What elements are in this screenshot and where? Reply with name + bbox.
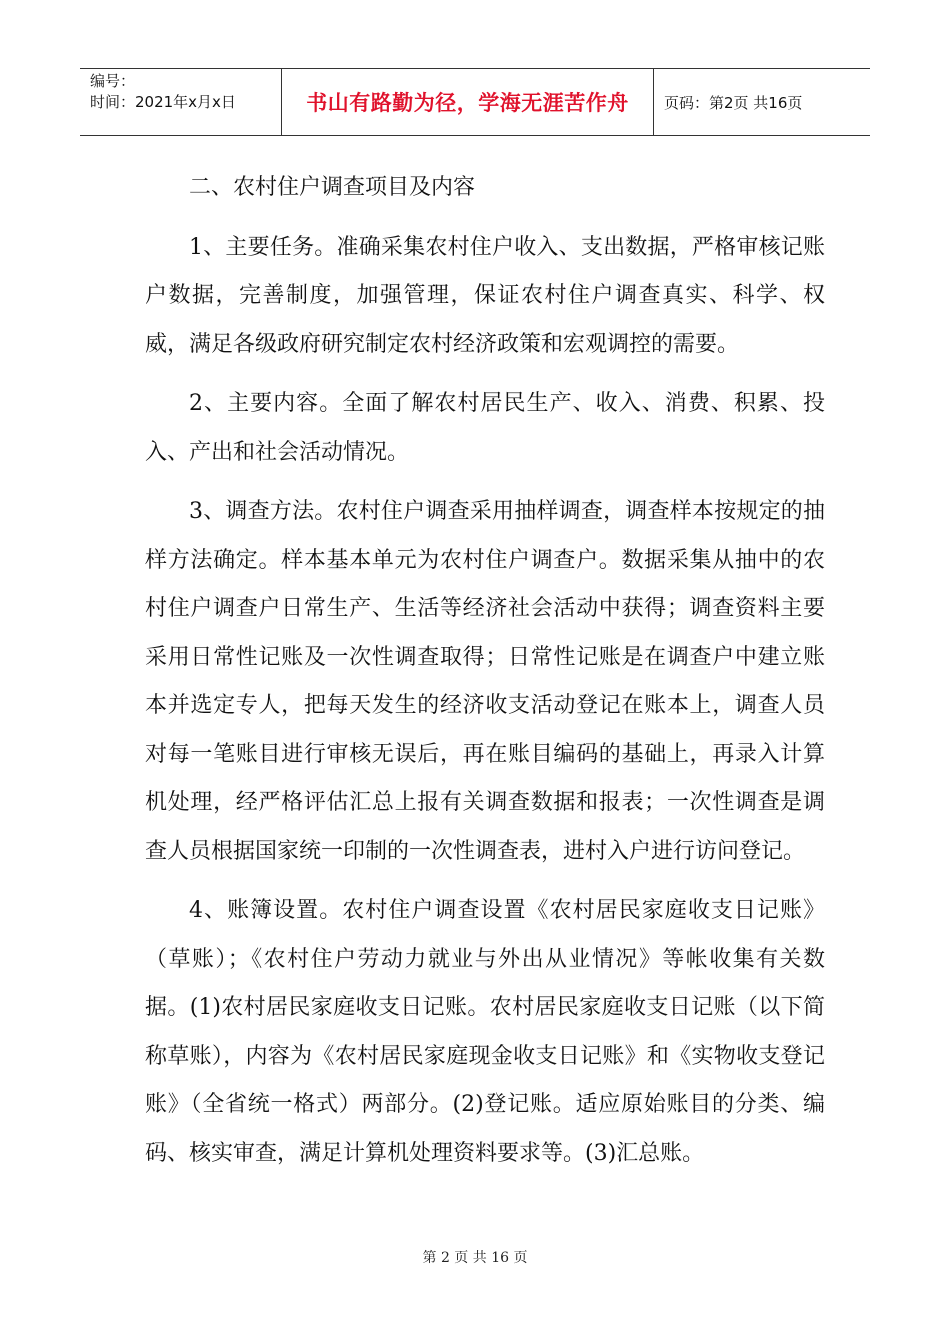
document-number-label: 编号： xyxy=(90,72,136,90)
document-body xyxy=(145,164,825,1178)
header-motto: 书山有路勤为径，学海无涯苦作舟 xyxy=(282,69,654,135)
page-header xyxy=(80,68,870,136)
paragraph-survey-method: 3、调查方法。农村住户调查采用抽样调查，调查样本按规定的抽样方法确定。样本基本单元为农村住户调查户。数据采集从抽中的农村住户调查户日常生产、生活等经济社会活动中获得；调查资料主要采用日常性记账及一次性调查取得；日常性记账是在调查户中建立账本并选定专人，把每天发生的经济收支活动登记在账本上，调查人员对每一笔账目进行审核无误后，再在账目编码的基础上，再录入计算机处理，经严格评估汇总上报有关调查数据和报表；一次性调查是调查人员根据国家统一印制的一次性调查表，进村入户进行访问登记。 xyxy=(145,499,825,864)
page-footer: 第 2 页 共 16 页 xyxy=(422,1250,528,1266)
header-page-info: 页码：第2页 共16页 xyxy=(664,93,803,112)
document-date: 时间：2021年x月x日 xyxy=(90,93,236,111)
paragraph-main-content: 2、主要内容。全面了解农村居民生产、收入、消费、积累、投入、产出和社会活动情况。 xyxy=(145,391,825,465)
paragraph-main-task: 1、主要任务。准确采集农村住户收入、支出数据，严格审核记账户数据，完善制度，加强管理，保证农村住户调查真实、科学、权威，满足各级政府研究制定农村经济政策和宏观调控的需要。 xyxy=(145,234,825,357)
header-meta xyxy=(80,69,282,135)
paragraph-account-setup: 4、账簿设置。农村住户调查设置《农村居民家庭收支日记账》（草账）；《农村住户劳动力就业与外出从业情况》等帐收集有关数据。(1)农村居民家庭收支日记账。农村居民家庭收支日记账（以下简称草账），内容为《农村居民家庭现金收支日记账》和《实物收支登记账》（全省统一格式）两部分。(2)登记账。适应原始账目的分类、编码、核实审查，满足计算机处理资料要求等。(3)汇总账。 xyxy=(145,898,825,1166)
section-heading: 二、农村住户调查项目及内容 xyxy=(189,175,476,200)
